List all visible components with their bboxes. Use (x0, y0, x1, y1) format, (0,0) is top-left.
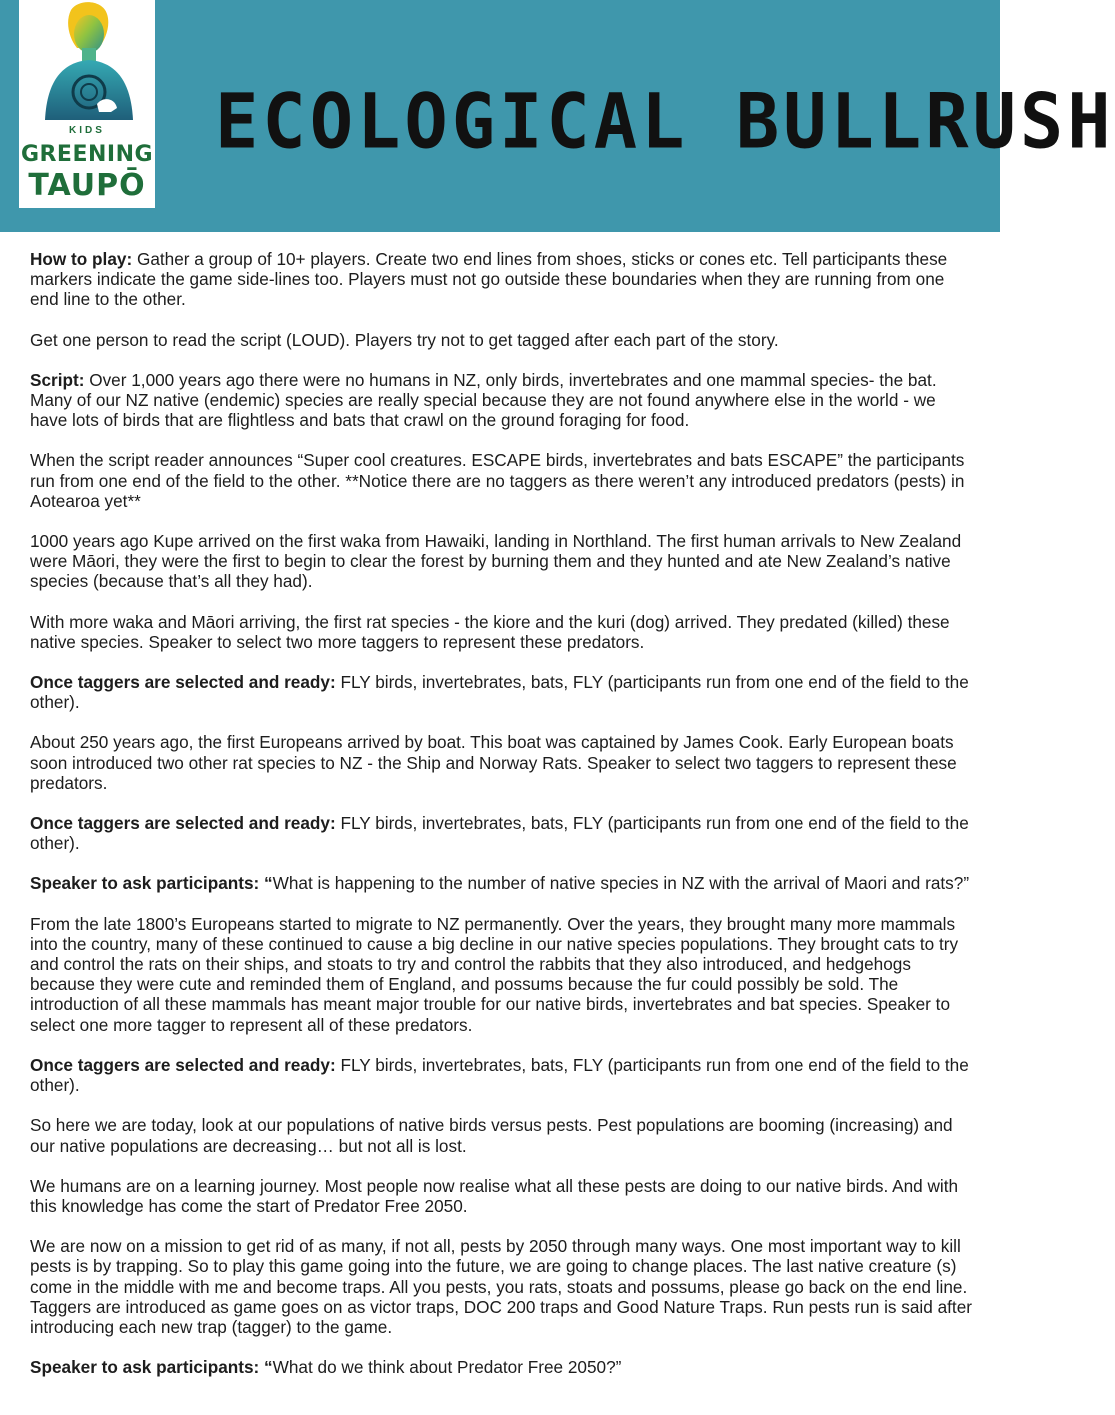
paragraph-text: So here we are today, look at our populations of native birds versus pests. Pest populations are booming (increasing) and our native populations are decreasing… but not all is lost. (30, 1115, 953, 1156)
paragraph-text: FLY birds, invertebrates, bats, FLY (participants run from one end of the field to the other). (30, 672, 969, 713)
paragraph-text: About 250 years ago, the first Europeans arrived by boat. This boat was captained by James Cook. Early European boats soon introduced two other rat species to NZ - the Ship and Norway Rats. Speaker to select two taggers to represent these predators. (30, 732, 957, 793)
paragraph-today (30, 1115, 975, 1155)
paragraph-text: FLY birds, invertebrates, bats, FLY (participants run from one end of the field to the other). (30, 813, 969, 854)
paragraph-text: FLY birds, invertebrates, bats, FLY (participants run from one end of the field to the other). (30, 1054, 969, 1096)
paragraph-text: Gather a group of 10+ players. Create two end lines from shoes, sticks or cones etc. Tell participants these markers indicate the game side-lines too. Players must not go outside these boundaries when they are running from one end line to the other. (30, 249, 948, 310)
paragraph-mission (30, 1236, 975, 1337)
paragraph-label: Once taggers are selected and ready: (30, 1054, 336, 1075)
page-title: ECOLOGICAL BULLRUSH (215, 77, 1115, 166)
paragraph-text: With more waka and Māori arriving, the first rat species - the kiore and the kuri (dog) arrived. They predated (killed) these native species. Speaker to select two more taggers to represent these predators. (30, 611, 950, 652)
paragraph-text: 1000 years ago Kupe arrived on the first waka from Hawaiki, landing in Northland. The first human arrivals to New Zealand were Māori, they were the first to begin to clear the forest by burning them and they hunted and ate New Zealand’s native species (because that’s all they had). (30, 531, 962, 592)
paragraph-late-1800s (30, 914, 975, 1035)
paragraph-text: We are now on a mission to get rid of as many, if not all, pests by 2050 through many ways. One most important way to kill pests is by trapping. So to play this game going into the future, we are going to change places. The last native creature (s) come in the middle with me and become traps. All you pests, you rats, stoats and possums, please go back on the end line. Taggers are introduced as game goes on as victor traps, DOC 200 traps and Good Nature Traps. Run pests run is said after introducing each new trap (tagger) to the game. (30, 1236, 972, 1337)
document-body (30, 249, 975, 1397)
paragraph-escape (30, 450, 975, 511)
paragraph-waka-rats (30, 612, 975, 652)
paragraph-europeans (30, 732, 975, 793)
paragraph-text: What is happening to the number of native species in NZ with the arrival of Maori and rats?” (272, 873, 970, 894)
kids-greening-taupo-logo (19, 0, 155, 208)
paragraph-text: Over 1,000 years ago there were no humans in NZ, only birds, invertebrates and one mammal species- the bat. Many of our NZ native (endemic) species are really special because they are not found anywhere else in the world - we have lots of birds that are flightless and bats that crawl on the ground foraging for food. (30, 369, 937, 431)
paragraph-speaker-question-1 (30, 873, 975, 893)
paragraph-text: Get one person to read the script (LOUD). Players try not to get tagged after each part of the story. (30, 329, 779, 350)
paragraph-kupe (30, 531, 975, 592)
paragraph-script (30, 370, 975, 431)
paragraph-label: Speaker to ask participants: “ (30, 1357, 273, 1378)
paragraph-text: From the late 1800’s Europeans started to migrate to NZ permanently. Over the years, they brought many more mammals into the country, many of these continued to cause a big decline in our native species populations. They brought cats to try and control the rats on their ships, and stoats to try and control the rabbits that they also introduced, and hedgehogs because they were cute and reminded them of England, and possums because the fur could possibly be sold. The introduction of all these mammals has meant major trouble for our native birds, invertebrates and bat species. Speaker to select one more tagger to represent all of these predators. (30, 913, 959, 1035)
paragraph-text: When the script reader announces “Super cool creatures. ESCAPE birds, invertebrates and bats ESCAPE” the participants run from one end of the field to the other. **Notice there are no taggers as there weren’t any introduced predators (pests) in Aotearoa yet** (30, 450, 965, 511)
child-silhouette-icon (19, 0, 155, 130)
header-banner (0, 0, 1115, 232)
paragraph-text: What do we think about Predator Free 2050?” (272, 1357, 622, 1378)
paragraph-how-to-play (30, 249, 975, 310)
logo-taupo-text: TAUPŌ (28, 168, 146, 203)
paragraph-label: How to play: (30, 249, 133, 269)
paragraph-taggers-ready-1 (30, 672, 975, 712)
paragraph-taggers-ready-2 (30, 813, 975, 853)
logo-kids-text: KIDS (69, 125, 105, 136)
paragraph-text: We humans are on a learning journey. Most people now realise what all these pests are doing to our native birds. And with this knowledge has come the start of Predator Free 2050. (30, 1175, 959, 1216)
paragraph-label: Script: (30, 369, 85, 390)
paragraph-label: Once taggers are selected and ready: (30, 672, 336, 693)
logo-greening-text: GREENING (20, 142, 154, 167)
paragraph-label: Once taggers are selected and ready: (30, 813, 336, 834)
paragraph-learning-journey (30, 1176, 975, 1216)
paragraph-label: Speaker to ask participants: “ (30, 873, 273, 894)
paragraph-read-script (30, 330, 975, 350)
paragraph-taggers-ready-3 (30, 1055, 975, 1095)
paragraph-speaker-question-2 (30, 1357, 975, 1377)
